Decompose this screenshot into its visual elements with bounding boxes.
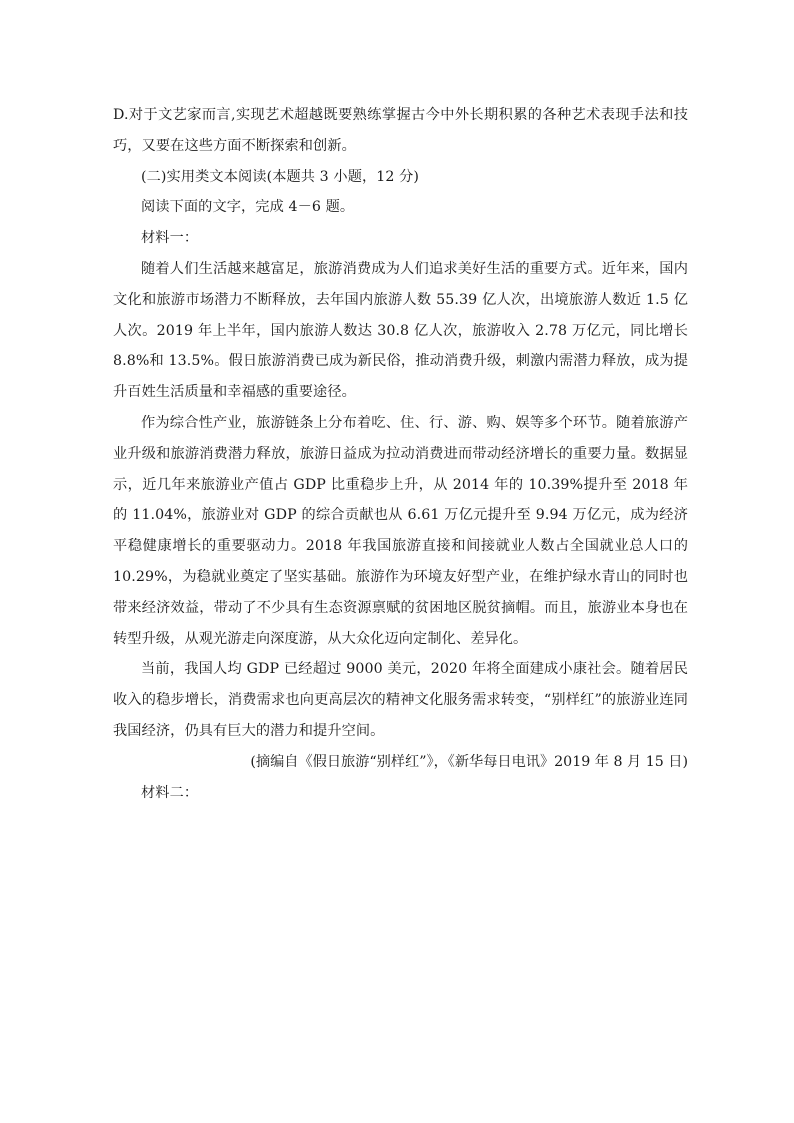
- reading-instruction: 阅读下面的文字，完成 4－6 题。: [141, 199, 355, 216]
- material-one-source: (摘编自《假日旅游“别样红”》，《新华每日电讯》2019 年 8 月 15 日): [250, 753, 688, 770]
- material-one-paragraph-2: 作为综合性产业，旅游链条上分布着吃、住、行、游、购、娱等多个环节。随着旅游产业升级和旅游消费潜力释放，旅游日益成为拉动消费进而带动经济增长的重要力量。数据显示，近几年来旅游业产值占 GDP 比重稳步上升，从 2014 年的 10.39%提升至 2018 年的 11.04%，旅游业对 GDP 的综合贡献也从 6.61 万亿元提升至 9.94 万亿元，成为经济平稳健康增长的重要驱动力。2018 年我国旅游直接和间接就业人数占全国就业总人口的 10.29%，为稳就业奠定了坚实基础。旅游作为环境友好型产业，在维护绿水青山的同时也带来经济效益，带动了不少具有生态资源禀赋的贫困地区脱贫摘帽。而且，旅游业本身也在转型升级，从观光游走向深度游，从大众化迈向定制化、差异化。: [113, 414, 688, 647]
- material-one-paragraph-1: 随着人们生活越来越富足，旅游消费成为人们追求美好生活的重要方式。近年来，国内文化和旅游市场潜力不断释放，去年国内旅游人数 55.39 亿人次，出境旅游人数近 1.5 亿人次。2019 年上半年，国内旅游人数达 30.8 亿人次，旅游收入 2.78 万亿元，同比增长 8.8%和 13.5%。假日旅游消费已成为新民俗，推动消费升级，刺激内需潜力释放，成为提升百姓生活质量和幸福感的重要途径。: [113, 260, 688, 401]
- document-body: [113, 100, 688, 808]
- option-d-text: D.对于文艺家而言,实现艺术超越既要熟练掌握古今中外长期积累的各种艺术表现手法和技巧，又要在这些方面不断探索和创新。: [113, 107, 688, 154]
- material-two-label: 材料二：: [141, 784, 199, 801]
- material-one-paragraph-3: 当前，我国人均 GDP 已经超过 9000 美元，2020 年将全面建成小康社会。随着居民收入的稳步增长，消费需求也向更高层次的精神文化服务需求转变，“别样红”的旅游业连同我国经济，仍具有巨大的潜力和提升空间。: [113, 661, 688, 739]
- material-one-label: 材料一：: [141, 230, 199, 247]
- section-heading: (二)实用类文本阅读(本题共 3 小题，12 分): [141, 168, 420, 185]
